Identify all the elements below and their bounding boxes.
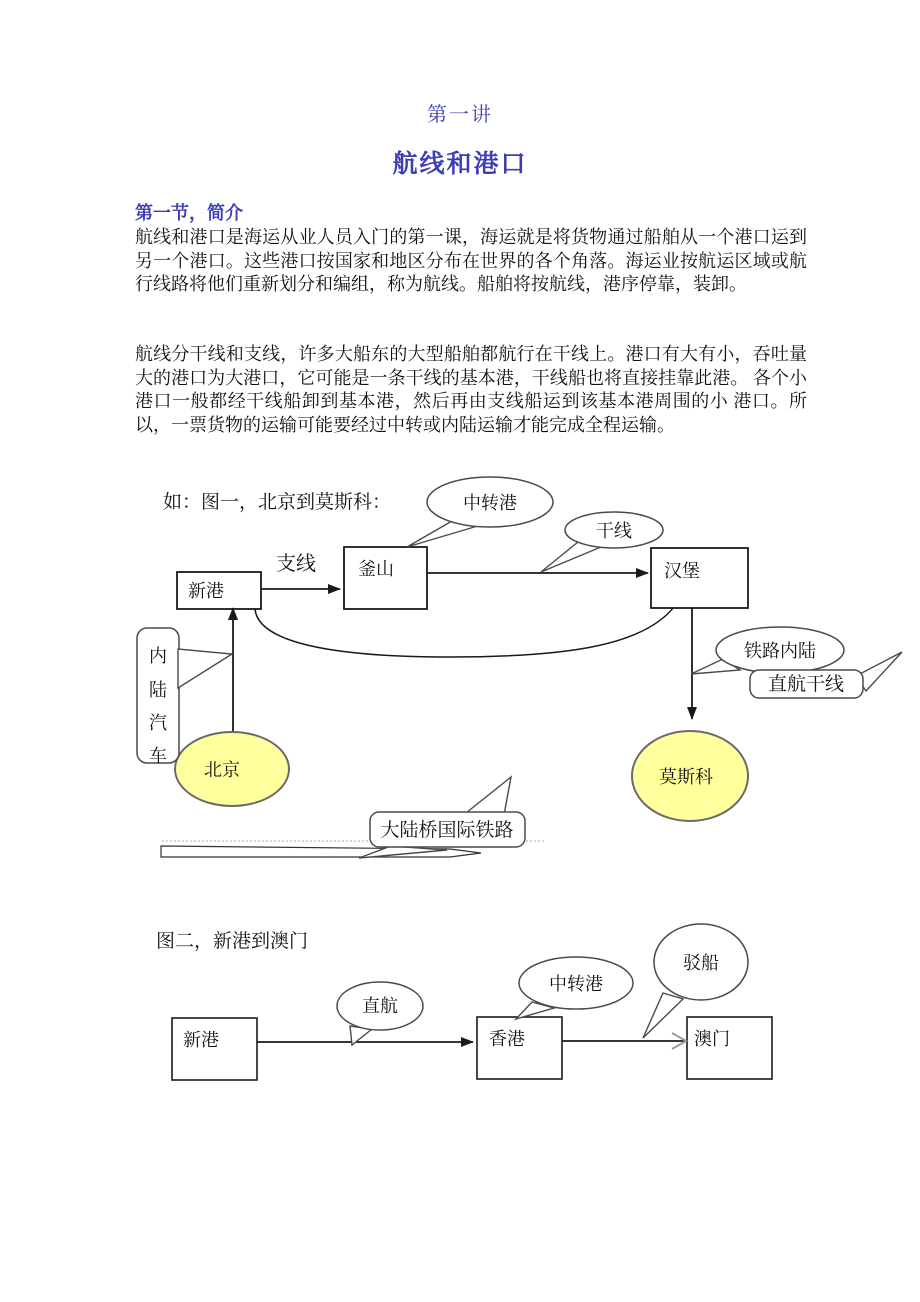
f2-xingang-label: 新港 — [183, 1030, 219, 1050]
f1-inland-truck-char-4: 车 — [149, 746, 167, 766]
trunk-feeder-paragraph: 航线分干线和支线，许多大船东的大型船舶都航行在干线上。港口有大有小，吞吐量大的港口为大港口，它可能是一条干线的基本港，干线船也将直接挂靠此港。 各个小港口一般都经干线船卸到基本港，然后再由支线船运到该基本港周围的小 港口。所以，一票货物的运输可能要经过中转或内陆运输才能完成全程运输。 — [135, 344, 807, 435]
f1-beijing-label: 北京 — [204, 760, 240, 780]
f1-inland-truck-char-1: 内 — [149, 646, 167, 666]
f1-trunk-label: 干线 — [596, 521, 632, 541]
f1-landbridge-label: 大陆桥国际铁路 — [380, 820, 514, 841]
f1-rail-inland-label: 铁路内陆 — [744, 641, 816, 661]
page-title: 航线和港口 — [392, 151, 528, 178]
section-heading: 第一节，简介 — [135, 203, 243, 223]
f2-barge-label: 驳船 — [683, 953, 719, 973]
lecture-number-title: 第一讲 — [427, 104, 493, 126]
f1-busan-label: 釜山 — [358, 559, 394, 579]
f2-transit-label: 中转港 — [549, 974, 603, 994]
f1-moscow-label: 莫斯科 — [659, 767, 713, 787]
f1-inland-truck-char-3: 汽 — [149, 713, 167, 733]
f2-macau-label: 澳门 — [694, 1029, 730, 1049]
figure1-caption: 如：图一，北京到莫斯科： — [163, 492, 392, 513]
f1-xingang-label: 新港 — [188, 581, 224, 601]
f2-hongkong-label: 香港 — [489, 1029, 525, 1049]
f1-transit-label: 中转港 — [463, 493, 517, 513]
f2-barge-callout-tail — [643, 993, 683, 1038]
f1-inland-truck-char-2: 陆 — [149, 680, 167, 700]
f1-landbridge-upper-tail — [466, 777, 511, 815]
f1-feeder-label: 支线 — [276, 553, 316, 575]
figure2-caption: 图二，新港到澳门 — [156, 931, 309, 952]
f1-hamburg-label: 汉堡 — [664, 561, 700, 581]
f1-inland-truck-callout-tail — [178, 649, 232, 688]
f2-direct-label: 直航 — [362, 996, 398, 1016]
f1-direct-trunk-label: 直航干线 — [767, 674, 845, 695]
intro-paragraph: 航线和港口是海运从业人员入门的第一课，海运就是将货物通过船舶从一个港口运到另一个港口。这些港口按国家和地区分布在世界的各个角落。海运业按航运区域或航行线路将他们重新划分和编组，称为航线。船舶将按航线，港序停靠，装卸。 — [135, 227, 807, 294]
f1-direct-trunk-curve — [255, 603, 677, 657]
